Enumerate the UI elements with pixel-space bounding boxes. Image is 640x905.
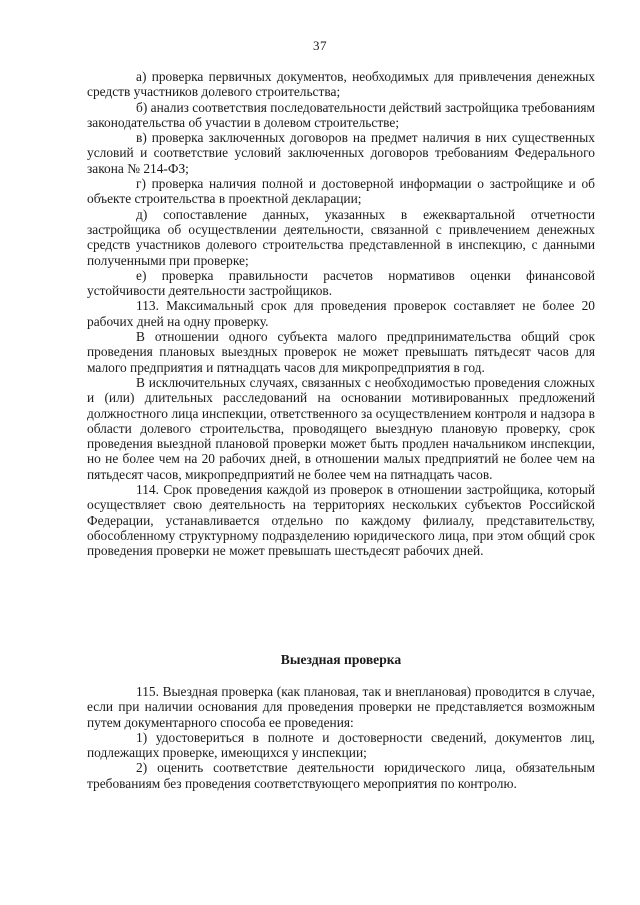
paragraph-item-d: д) сопоставление данных, указанных в ежеквартальной отчетности застройщика об осуществлении деятельности, связанной с привлечением денежных средств участников долевого строительства представленной в инспекцию, с данными полученными при проверке; <box>87 206 595 268</box>
paragraph-clause-115: 115. Выездная проверка (как плановая, так и внеплановая) проводится в случае, если при наличии основания для проведения проверки не представляется возможным путем документарного способа ее проведения: <box>87 684 595 730</box>
section-heading: Выездная проверка <box>280 652 402 667</box>
paragraph-item-v: в) проверка заключенных договоров на предмет наличия в них существенных условий и соответствие условий заключенных договоров требованиям Федерального закона № 214-ФЗ; <box>87 130 595 176</box>
paragraph-small-business-limit: В отношении одного субъекта малого предпринимательства общий срок проведения плановых выездных проверок не может превышать пятьдесят часов для малого предприятия и пятнадцать часов для микропредприятия в год. <box>87 329 595 375</box>
page-number: 37 <box>313 38 327 53</box>
paragraph-item-a: а) проверка первичных документов, необходимых для привлечения денежных средств участников долевого строительства; <box>87 69 595 100</box>
paragraph-clause-113: 113. Максимальный срок для проведения проверок составляет не более 20 рабочих дней на одну проверку. <box>87 298 595 329</box>
body-text-upper <box>87 69 595 559</box>
paragraph-item-b: б) анализ соответствия последовательности действий застройщика требованиям законодательства об участии в долевом строительстве; <box>87 99 595 130</box>
paragraph-item-g: г) проверка наличия полной и достоверной информации о застройщике и об объекте строительства в проектной декларации; <box>87 176 595 207</box>
paragraph-exceptional-cases: В исключительных случаях, связанных с необходимостью проведения сложных и (или) длительных расследований на основании мотивированных предложений должностного лица инспекции, ответственного за осуществлением контроля и надзора в области долевого строительства, проводящего выездную плановую проверку, срок проведения выездной плановой проверки может быть продлен начальником инспекции, но не более чем на 20 рабочих дней, в отношении малых предприятий не более чем на пятьдесят часов, микропредприятий не более чем на пятнадцать часов. <box>87 374 595 482</box>
paragraph-clause-114: 114. Срок проведения каждой из проверок в отношении застройщика, который осуществляет свою деятельность на территориях нескольких субъектов Российской Федерации, устанавливается отдельно по каждому филиалу, представительству, обособленному структурному подразделению юридического лица, при этом общий срок проведения проверки не может превышать шестьдесят рабочих дней. <box>87 482 595 559</box>
body-text-lower <box>87 684 595 791</box>
paragraph-item-1: 1) удостовериться в полноте и достоверности сведений, документов лиц, подлежащих проверке, имеющихся у инспекции; <box>87 729 595 761</box>
paragraph-item-e: е) проверка правильности расчетов нормативов оценки финансовой устойчивости деятельности застройщиков. <box>87 267 595 299</box>
paragraph-item-2: 2) оценить соответствие деятельности юридического лица, обязательным требованиям без проведения соответствующего мероприятия по контролю. <box>87 760 595 791</box>
